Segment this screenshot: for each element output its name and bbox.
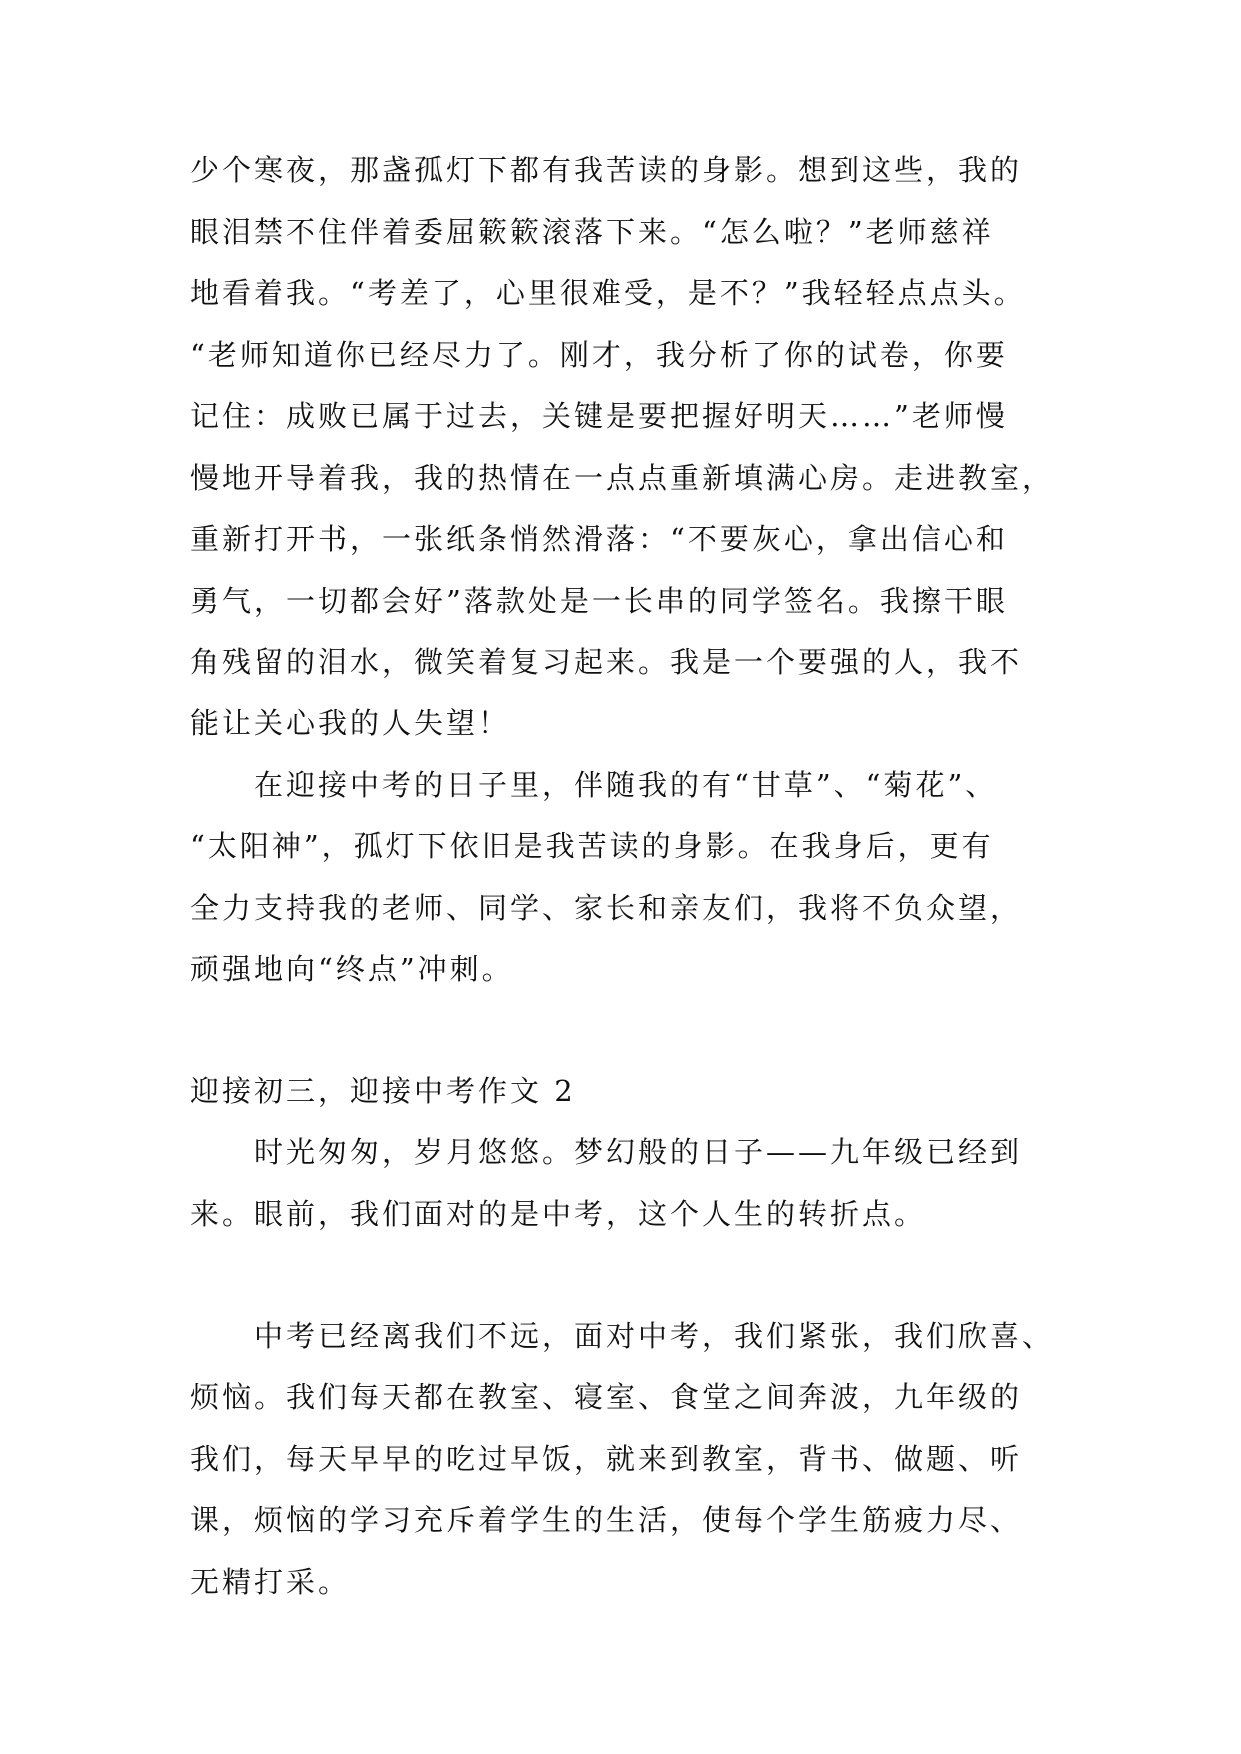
text-line: 能让关心我的人失望！: [190, 706, 511, 740]
text-line: “太阳神”，孤灯下依旧是我苦读的身影。在我身后，更有: [190, 829, 994, 863]
text-line: 来。眼前，我们面对的是中考，这个人生的转折点。: [190, 1197, 927, 1231]
text-line: 记住：成败已属于过去，关键是要把握好明天……”老师慢: [190, 399, 1008, 433]
text-line: 眼泪禁不住伴着委屈簌簌滚落下来。“怎么啦？”老师慈祥: [190, 215, 994, 249]
text-line: 无精打采。: [190, 1565, 351, 1599]
text-line: “老师知道你已经尽力了。刚才，我分析了你的试卷，你要: [190, 338, 1008, 372]
text-line: 烦恼。我们每天都在教室、寝室、食堂之间奔波，九年级的: [190, 1380, 1023, 1414]
text-line: 慢地开导着我，我的热情在一点点重新填满心房。走进教室，: [190, 461, 1055, 495]
text-line: 全力支持我的老师、同学、家长和亲友们，我将不负众望，: [190, 891, 1023, 925]
text-line: 勇气，一切都会好”落款处是一长串的同学签名。我擦干眼: [190, 584, 1008, 618]
text-line: 少个寒夜，那盏孤灯下都有我苦读的身影。想到这些，我的: [190, 153, 1023, 187]
text-line: 课，烦恼的学习充斥着学生的生活，使每个学生筋疲力尽、: [190, 1503, 1023, 1537]
text-line: 我们，每天早早的吃过早饭，就来到教室，背书、做题、听: [190, 1442, 1023, 1476]
text-line: 在迎接中考的日子里，伴随我的有“甘草”、“菊花”、: [190, 768, 998, 802]
text-line: 地看着我。“考差了，心里很难受，是不？”我轻轻点点头。: [190, 276, 1026, 310]
text-line: 重新打开书，一张纸条悄然滑落：“不要灰心，拿出信心和: [190, 522, 1008, 556]
text-line: 角残留的泪水，微笑着复习起来。我是一个要强的人，我不: [190, 645, 1023, 679]
text-line: 中考已经离我们不远，面对中考，我们紧张，我们欣喜、: [190, 1319, 1055, 1353]
text-line: 时光匆匆，岁月悠悠。梦幻般的日子——九年级已经到: [190, 1135, 1023, 1169]
text-line: 顽强地向“终点”冲刺。: [190, 952, 514, 986]
section-heading: 迎接初三，迎接中考作文 2: [190, 1074, 576, 1108]
